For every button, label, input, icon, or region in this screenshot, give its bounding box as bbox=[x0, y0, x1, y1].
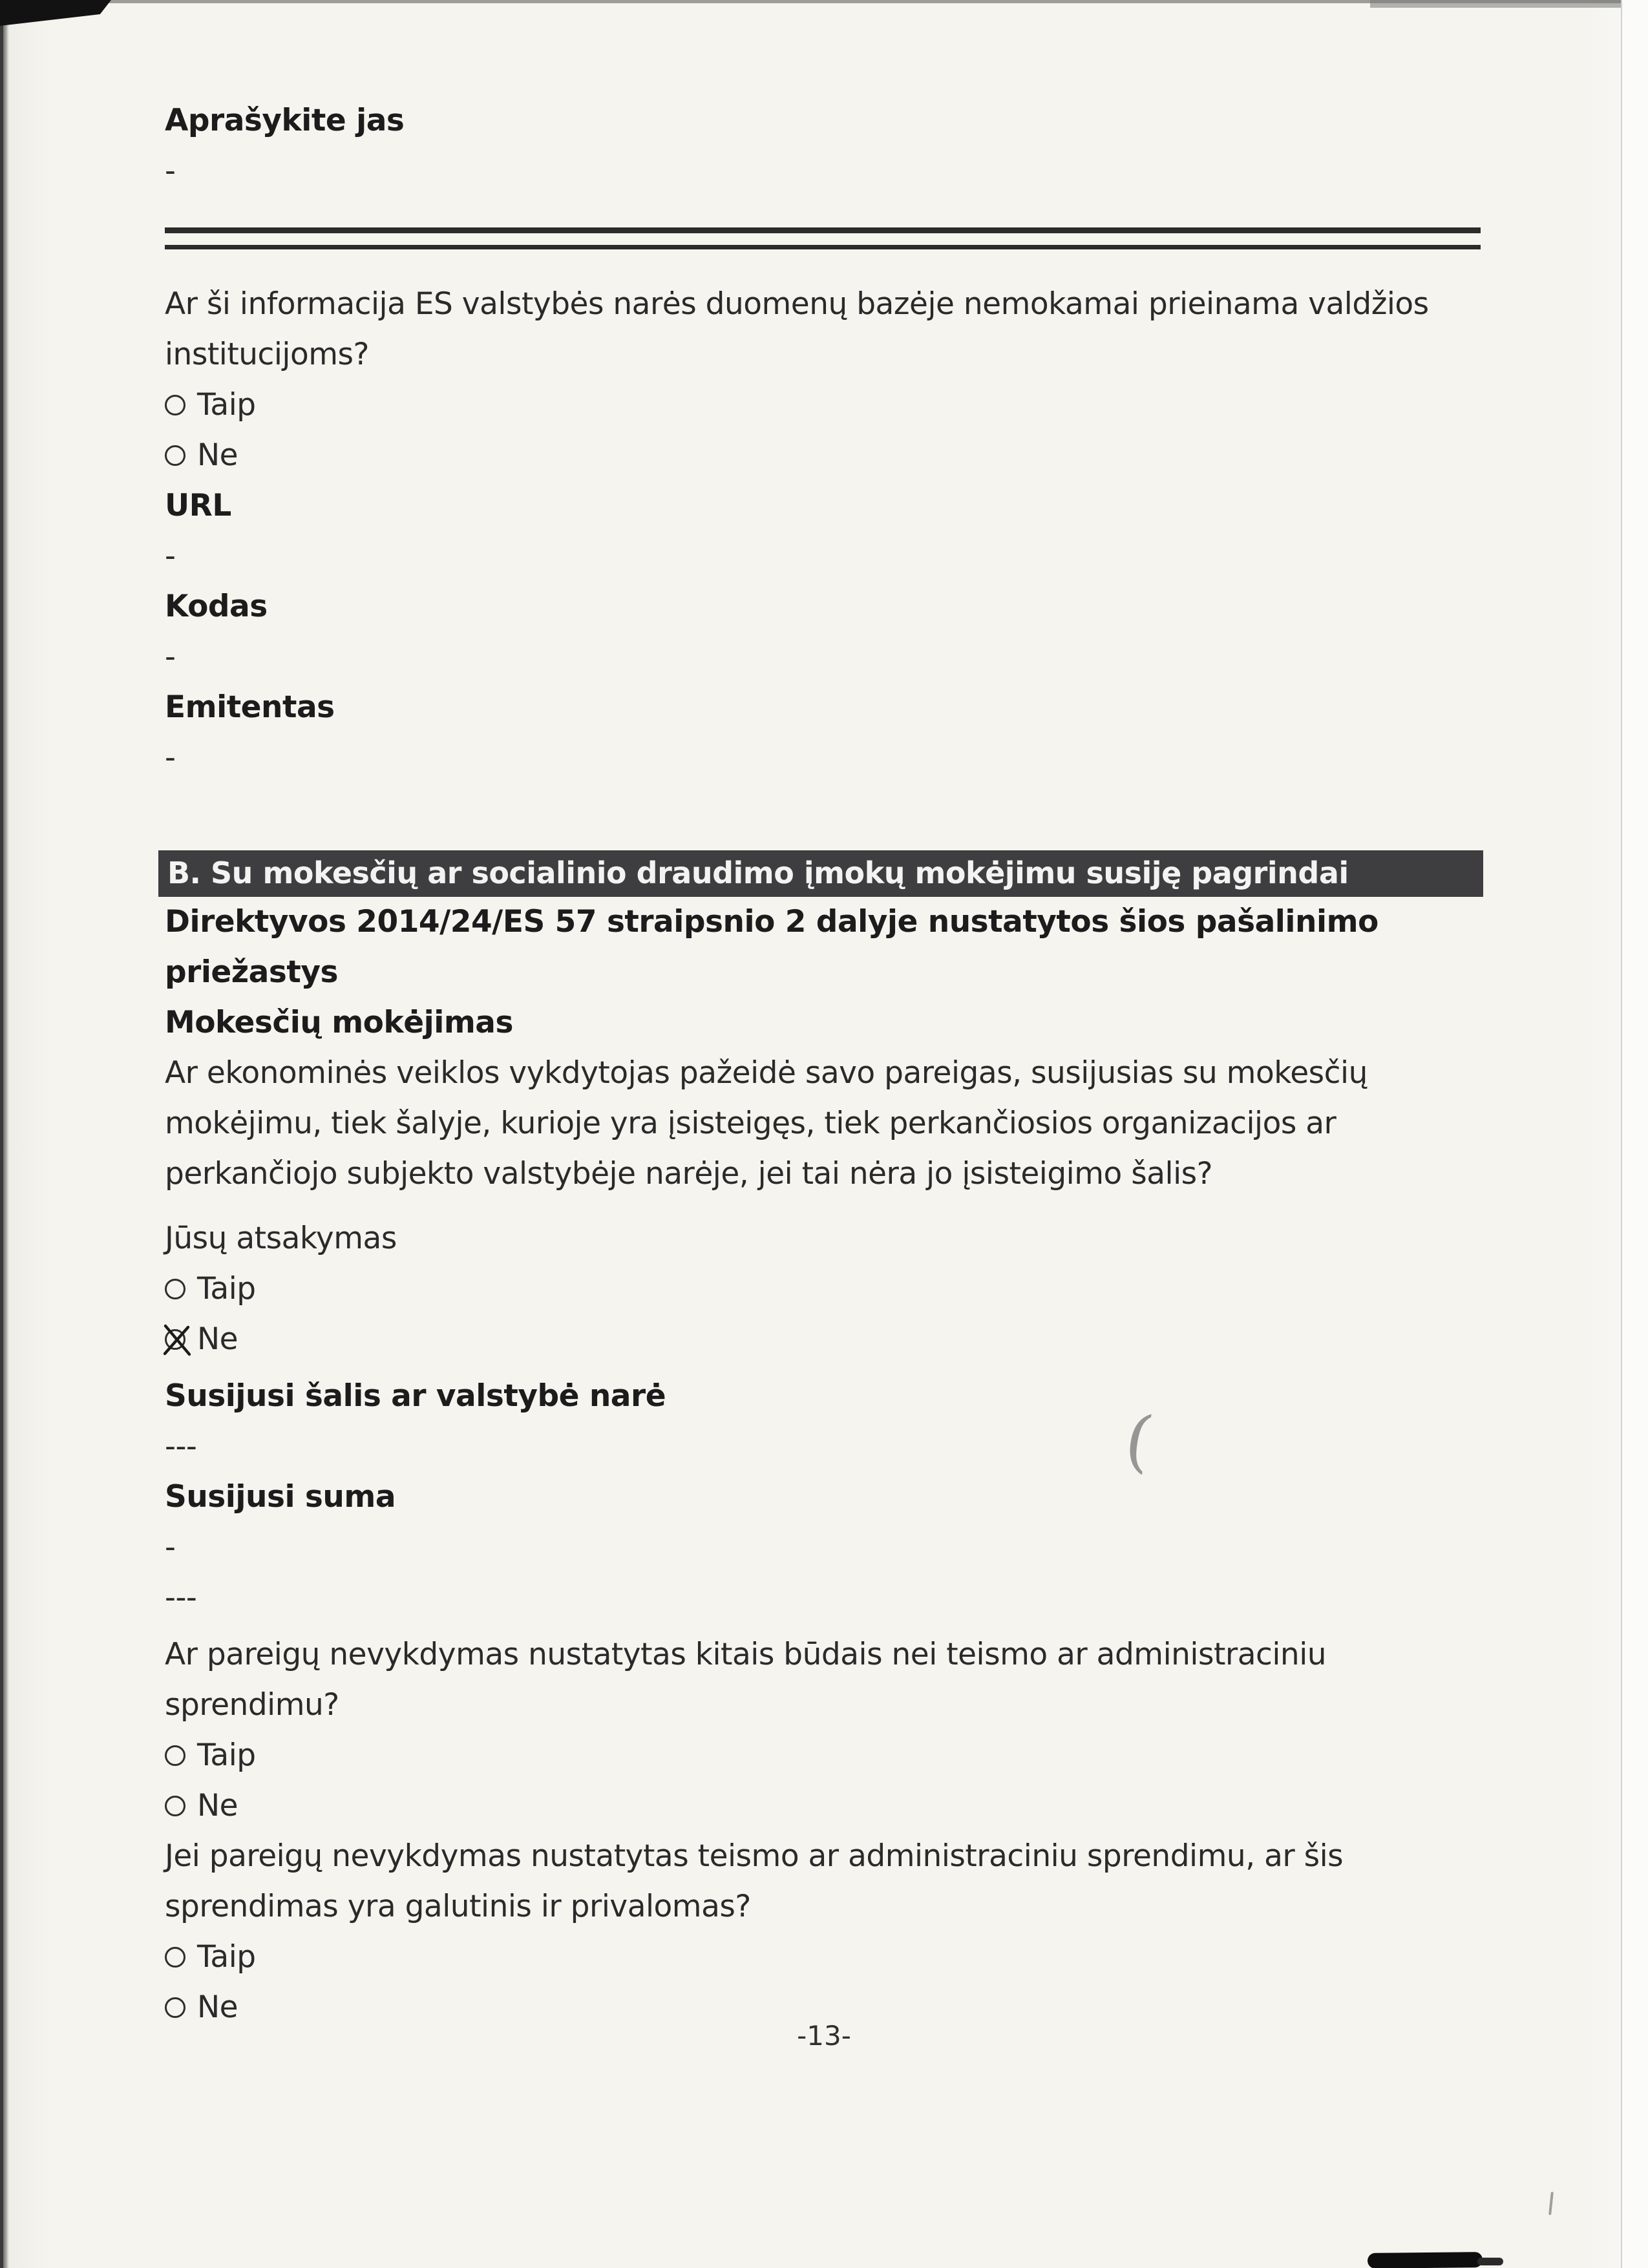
radio-option-label: Taip bbox=[197, 1939, 256, 1975]
radio-option-ne[interactable] bbox=[165, 1781, 1483, 1831]
section-divider-rule bbox=[165, 227, 1481, 249]
scan-blob-bottom-right bbox=[1368, 2252, 1483, 2268]
radio-option-label: Taip bbox=[197, 387, 256, 423]
radio-option-taip[interactable] bbox=[165, 1932, 1483, 1982]
related-country-label: Susijusi šalis ar valstybė narė bbox=[165, 1378, 666, 1414]
directive-subheading: Direktyvos 2014/24/ES 57 straipsnio 2 dalyje nustatytos šios pašalinimo priežastys bbox=[165, 904, 1379, 990]
other-means-question: Ar pareigų nevykdymas nustatytas kitais būdais nei teismo ar administraciniu sprendimu? bbox=[165, 1637, 1327, 1723]
scan-corner-mark bbox=[0, 0, 111, 26]
scan-stray-mark bbox=[1548, 2192, 1554, 2215]
field-value-url: - bbox=[165, 538, 176, 574]
radio-option-taip[interactable] bbox=[165, 1264, 1483, 1314]
radio-circle-icon[interactable] bbox=[165, 1279, 185, 1299]
field-label-kodas: Kodas bbox=[165, 589, 268, 624]
db-availability-question: Ar ši informacija ES valstybės narės duomenų bazėje nemokamai prieinama valdžios institucijoms? bbox=[165, 286, 1429, 372]
related-country-value: --- bbox=[165, 1429, 197, 1464]
scan-blob-bottom-right-small bbox=[1477, 2258, 1503, 2265]
tax-obligation-question: Ar ekonominės veiklos vykdytojas pažeidė savo pareigas, susijusias su mokesčių mokėjimu, tiek šalyje, kurioje yra įsisteigęs, tiek perkančiosios organizacijos ar perkančiojo subjekto valstybėje narėje, jei tai nėra jo įsisteigimo šalis? bbox=[165, 1055, 1368, 1192]
handwritten-pen-mark: ( bbox=[1119, 1399, 1158, 1482]
x-mark-icon bbox=[160, 1323, 195, 1358]
related-sum-value-1: - bbox=[165, 1529, 176, 1565]
describe-heading: Aprašykite jas bbox=[165, 103, 405, 138]
radio-option-label: Taip bbox=[197, 1271, 256, 1307]
radio-option-ne-checked[interactable] bbox=[165, 1314, 1483, 1365]
radio-option-taip[interactable] bbox=[165, 380, 1483, 430]
radio-circle-icon[interactable] bbox=[165, 445, 185, 466]
radio-option-taip[interactable] bbox=[165, 1730, 1483, 1781]
field-value-kodas: - bbox=[165, 639, 176, 675]
radio-circle-icon[interactable] bbox=[165, 1997, 185, 2018]
radio-option-label: Ne bbox=[197, 437, 238, 473]
radio-circle-icon[interactable] bbox=[165, 1947, 185, 1968]
section-b-header-bar: B. Su mokesčių ar socialinio draudimo įmokų mokėjimu susiję pagrindai bbox=[158, 850, 1483, 897]
radio-circle-icon[interactable] bbox=[165, 1796, 185, 1816]
final-binding-question: Jei pareigų nevykdymas nustatytas teismo ar administraciniu sprendimu, ar šis sprendimas yra galutinis ir privalomas? bbox=[165, 1838, 1344, 1924]
radio-option-label: Ne bbox=[197, 1321, 238, 1357]
radio-circle-icon[interactable] bbox=[165, 395, 185, 415]
radio-circle-icon[interactable] bbox=[165, 1745, 185, 1766]
scan-edge-left-line bbox=[0, 0, 3, 2268]
field-label-url: URL bbox=[165, 488, 231, 523]
related-sum-value-2: --- bbox=[165, 1580, 197, 1615]
scan-edge-right bbox=[1621, 0, 1648, 2268]
topic-heading: Mokesčių mokėjimas bbox=[165, 1005, 513, 1040]
radio-checked-icon[interactable] bbox=[165, 1329, 185, 1350]
document-content bbox=[165, 96, 1483, 2033]
radio-option-label: Ne bbox=[197, 1990, 238, 2025]
radio-option-label: Ne bbox=[197, 1788, 238, 1823]
field-label-emitentas: Emitentas bbox=[165, 689, 335, 725]
radio-option-ne[interactable] bbox=[165, 430, 1483, 481]
radio-option-label: Taip bbox=[197, 1738, 256, 1773]
scan-smudge-top-right bbox=[1370, 0, 1648, 8]
describe-value: - bbox=[165, 153, 176, 189]
related-sum-label: Susijusi suma bbox=[165, 1479, 396, 1515]
page-number: -13- bbox=[797, 2020, 851, 2052]
field-value-emitentas: - bbox=[165, 740, 176, 775]
answer-label: Jūsų atsakymas bbox=[165, 1221, 397, 1256]
